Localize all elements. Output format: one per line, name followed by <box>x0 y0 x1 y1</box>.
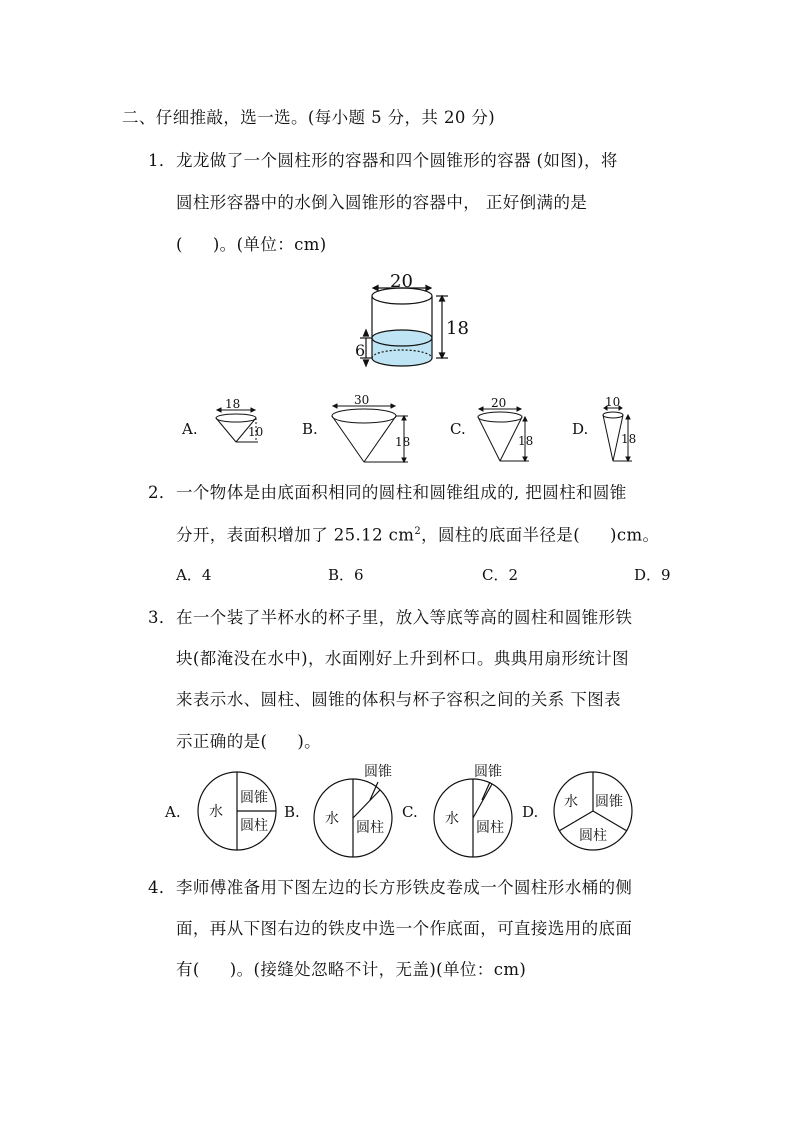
q4-line1: 李师傅准备用下图左边的长方形铁皮卷成一个圆柱形水桶的侧 <box>176 878 633 897</box>
svg-text:圆柱: 圆柱 <box>240 818 268 834</box>
q3-option-a-letter: A. <box>165 803 181 821</box>
svg-text:20: 20 <box>491 396 507 410</box>
svg-text:18: 18 <box>395 435 411 449</box>
q1-option-c-cone <box>472 395 542 470</box>
svg-text:18: 18 <box>225 397 241 411</box>
q2-option-a: A．4 <box>176 566 212 584</box>
q1-number: 1． <box>148 151 176 170</box>
svg-text:10: 10 <box>248 425 264 439</box>
svg-text:水: 水 <box>209 804 223 820</box>
q3-pie-b <box>312 760 398 860</box>
q1-option-b-cone <box>326 392 416 472</box>
q4-line2: 面，再从下图右边的铁皮中选一个作底面，可直接选用的底面 <box>176 919 633 938</box>
q3-pie-a <box>196 770 278 852</box>
svg-text:圆锥: 圆锥 <box>364 764 392 780</box>
q2-number: 2． <box>148 483 176 502</box>
svg-text:圆锥: 圆锥 <box>240 790 268 806</box>
q3-option-d-letter: D. <box>522 803 539 821</box>
svg-text:10: 10 <box>605 395 621 409</box>
q1-option-a-cone <box>206 395 276 455</box>
q4-line3: 有( )。(接缝处忽略不计，无盖)(单位：cm) <box>176 960 527 979</box>
q1-line3: ( )。(单位：cm) <box>176 235 327 254</box>
cylinder-diameter-label: 20 <box>390 271 413 292</box>
svg-text:18: 18 <box>621 432 637 446</box>
q4-number: 4． <box>148 878 176 897</box>
q3-line4: 示正确的是( )。 <box>176 732 322 751</box>
q2-line2: 分开，表面积增加了 25.12 $cm^2$，圆柱的底面半径是( )cm。 <box>176 525 660 545</box>
q3-option-c-letter: C. <box>402 803 418 821</box>
q2-option-c: C．2 <box>482 566 519 584</box>
svg-text:水: 水 <box>445 811 459 827</box>
cylinder-water-label: 6 <box>355 341 366 360</box>
svg-text:圆柱: 圆柱 <box>476 820 504 836</box>
q3-number: 3． <box>148 608 176 627</box>
svg-text:水: 水 <box>564 794 578 810</box>
svg-text:圆柱: 圆柱 <box>579 828 607 844</box>
q1-line1: 龙龙做了一个圆柱形的容器和四个圆锥形的容器 (如图)，将 <box>176 151 618 170</box>
cylinder-height-label: 18 <box>446 318 469 339</box>
q3-pie-d <box>552 770 634 852</box>
q1-option-d-letter: D. <box>572 420 589 438</box>
q1-option-a-letter: A. <box>182 420 198 438</box>
svg-text:水: 水 <box>325 811 339 827</box>
q1-line2: 圆柱形容器中的水倒入圆锥形的容器中， 正好倒满的是 <box>176 193 588 212</box>
q3-line2: 块(都淹没在水中)，水面刚好上升到杯口。典典用扇形统计图 <box>176 649 630 668</box>
q2-option-b: B．6 <box>328 566 364 584</box>
svg-text:30: 30 <box>354 393 370 407</box>
section-title: 二、仔细推敲，选一选。(每小题 5 分，共 20 分) <box>122 108 496 127</box>
svg-text:圆锥: 圆锥 <box>595 794 623 810</box>
svg-text:圆锥: 圆锥 <box>474 764 502 780</box>
q2-option-d: D．9 <box>634 566 671 584</box>
q3-pie-c <box>432 760 518 860</box>
q3-option-b-letter: B. <box>284 803 300 821</box>
q3-line1: 在一个装了半杯水的杯子里，放入等底等高的圆柱和圆锥形铁 <box>176 608 633 627</box>
q2-line1: 一个物体是由底面积相同的圆柱和圆锥组成的, 把圆柱和圆锥 <box>176 483 627 502</box>
svg-text:圆柱: 圆柱 <box>356 820 384 836</box>
q1-option-b-letter: B. <box>302 420 318 438</box>
cylinder-figure <box>340 268 490 378</box>
svg-text:18: 18 <box>518 434 534 448</box>
q1-option-c-letter: C. <box>450 420 466 438</box>
q1-option-d-cone <box>596 395 656 470</box>
q3-line3: 来表示水、圆柱、圆锥的体积与杯子容积之间的关系 下图表 <box>176 690 622 709</box>
